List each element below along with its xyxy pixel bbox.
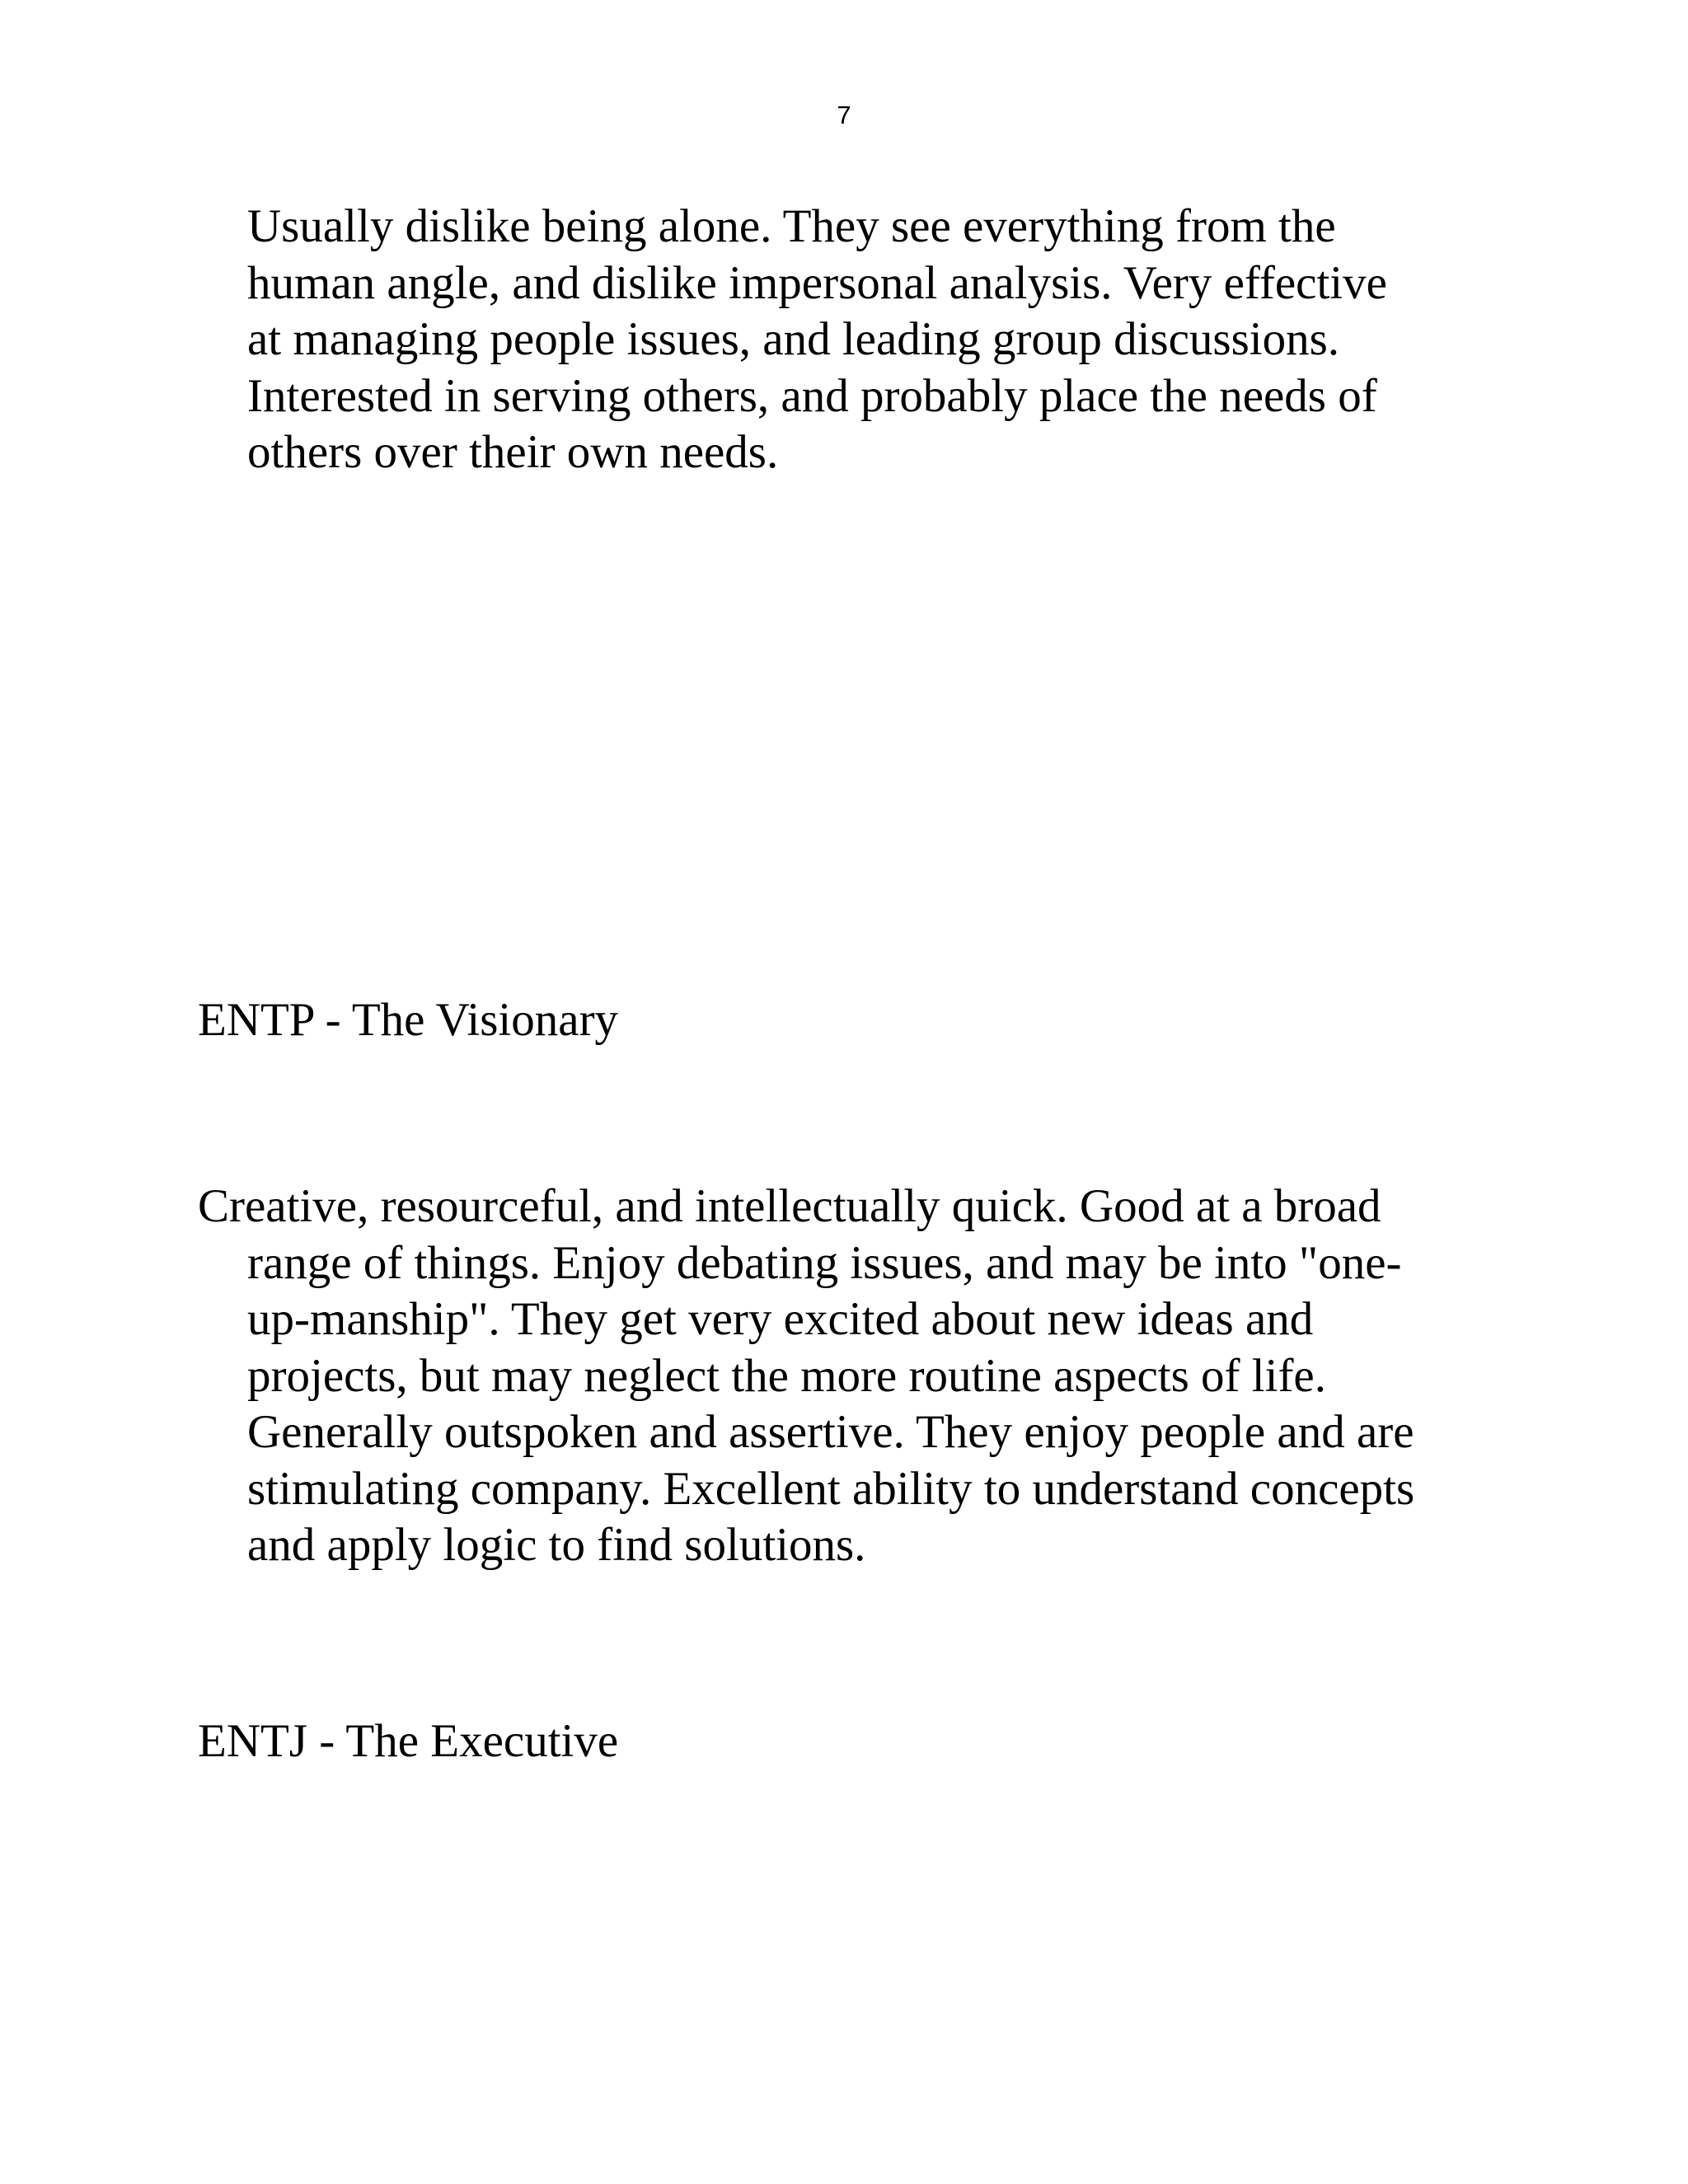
- paragraph-line: range of things. Enjoy debating issues, and may be into "one-: [247, 1236, 1402, 1289]
- paragraph-line: Usually dislike being alone. They see everything from the: [247, 200, 1336, 252]
- paragraph-line: at managing people issues, and leading group discussions.: [247, 313, 1340, 365]
- paragraph-line: up-manship". They get very excited about new ideas and: [247, 1293, 1314, 1345]
- entp-heading: ENTP - The Visionary: [198, 994, 619, 1046]
- paragraph-line: and apply logic to find solutions.: [247, 1519, 866, 1571]
- entj-heading: ENTJ - The Executive: [198, 1715, 619, 1767]
- continuation-paragraph: [198, 199, 1500, 481]
- paragraph-line: human angle, and dislike impersonal analysis. Very effective: [247, 256, 1387, 309]
- paragraph-line: projects, but may neglect the more routine aspects of life.: [247, 1349, 1326, 1402]
- paragraph-line: Generally outspoken and assertive. They enjoy people and are: [247, 1406, 1414, 1458]
- paragraph-line: Creative, resourceful, and intellectually quick. Good at a broad: [198, 1180, 1381, 1232]
- paragraph-line: Interested in serving others, and probably place the needs of: [247, 369, 1377, 422]
- entp-paragraph: [198, 1179, 1500, 1574]
- page-number: 7: [837, 101, 851, 129]
- paragraph-line: stimulating company. Excellent ability to understand concepts: [247, 1462, 1415, 1515]
- paragraph-line: others over their own needs.: [247, 426, 779, 478]
